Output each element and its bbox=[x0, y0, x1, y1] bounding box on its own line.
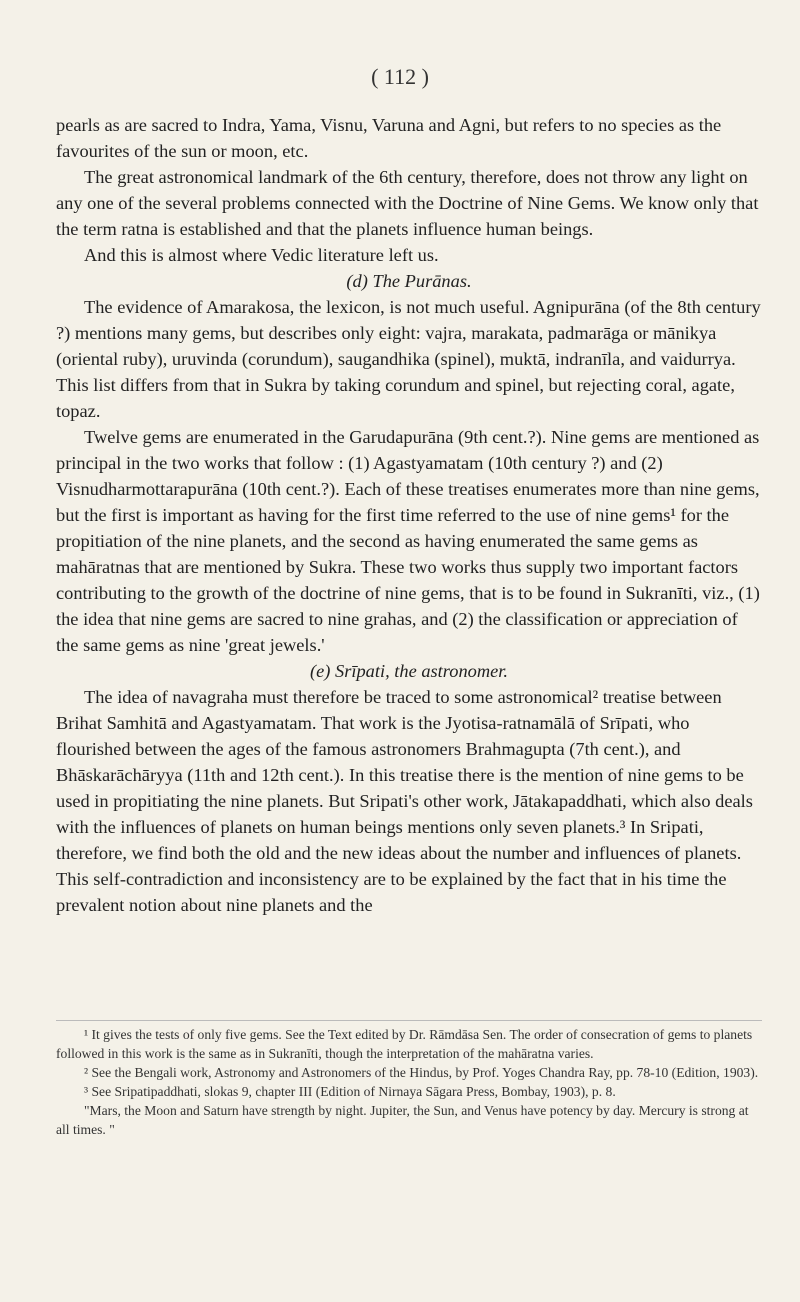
footnote-2: ² See the Bengali work, Astronomy and Astronomers of the Hindus, by Prof. Yoges Chandra Ray, pp. 78-10 (Edition, 1903). bbox=[84, 1065, 759, 1080]
paragraph-3: And this is almost where Vedic literature left us. bbox=[84, 245, 439, 265]
footnote-rule bbox=[56, 1020, 762, 1021]
paragraph-5: Twelve gems are enumerated in the Garudapurāna (9th cent.?). Nine gems are mentioned as principal in the two works that follow : (1) Agastyamatam (10th century ?) and (2) Visnudharmottarapurāna (10th cent.?). Each of these treatises enumerates more than nine gems, but the first is important as having for the first time referred to the use of nine gems¹ for the propitiation of the nine planets, and the second as having enumerated the same gems as mahāratnas that are mentioned by Sukra. These two works thus supply two important factors contributing to the growth of the doctrine of nine gems, that is to be found in Sukranīti, viz., (1) the idea that nine gems are sacred to nine grahas, and (2) the classification or appreciation of the same gems as nine 'great jewels.' bbox=[56, 427, 760, 655]
section-heading-d: (d) The Purānas. bbox=[346, 271, 472, 291]
footnote-1: ¹ It gives the tests of only five gems. See the Text edited by Dr. Rāmdāsa Sen. The order of consecration of gems to planets followed in this work is the same as in Sukranīti, though the interpretation of the mahāratna varies. bbox=[56, 1027, 753, 1061]
body-text bbox=[56, 112, 762, 918]
paragraph-4: The evidence of Amarakosa, the lexicon, is not much useful. Agnipurāna (of the 8th century ?) mentions many gems, but describes only eight: vajra, marakata, padmarāga or mānikya (oriental ruby), uruvinda (corundum), saugandhika (spinel), muktā, indranīla, and vaidurrya. This list differs from that in Sukra by taking corundum and spinel, but rejecting coral, agate, topaz. bbox=[56, 297, 761, 421]
footnote-3: ³ See Sripatipaddhati, slokas 9, chapter III (Edition of Nirnaya Sāgara Press, Bombay, 1903), p. 8. bbox=[84, 1084, 616, 1099]
page-number: ( 112 ) bbox=[371, 64, 429, 89]
footnotes bbox=[56, 1025, 762, 1139]
paragraph-2: The great astronomical landmark of the 6th century, therefore, does not throw any light on any one of the several problems connected with the Doctrine of Nine Gems. We know only that the term ratna is established and that the planets influence human beings. bbox=[56, 167, 759, 239]
paragraph-1: pearls as are sacred to Indra, Yama, Visnu, Varuna and Agni, but refers to no species as the favourites of the sun or moon, etc. bbox=[56, 115, 722, 161]
footnote-4: "Mars, the Moon and Saturn have strength by night. Jupiter, the Sun, and Venus have potency by day. Mercury is strong at all times. " bbox=[56, 1103, 749, 1137]
paragraph-6: The idea of navagraha must therefore be traced to some astronomical² treatise between Brihat Samhitā and Agastyamatam. That work is the Jyotisa-ratnamālā of Srīpati, who flourished between the ages of the famous astronomers Brahmagupta (7th cent.), and Bhāskarāchāryya (11th and 12th cent.). In this treatise there is the mention of nine gems to be used in propitiating the nine planets. But Sripati's other work, Jātakapaddhati, which also deals with the influences of planets on human beings mentions only seven planets.³ In Sripati, therefore, we find both the old and the new ideas about the number and influences of planets. This self-contradiction and inconsistency are to be explained by the fact that in his time the prevalent notion about nine planets and the bbox=[56, 687, 753, 915]
section-heading-e: (e) Srīpati, the astronomer. bbox=[309, 661, 509, 681]
